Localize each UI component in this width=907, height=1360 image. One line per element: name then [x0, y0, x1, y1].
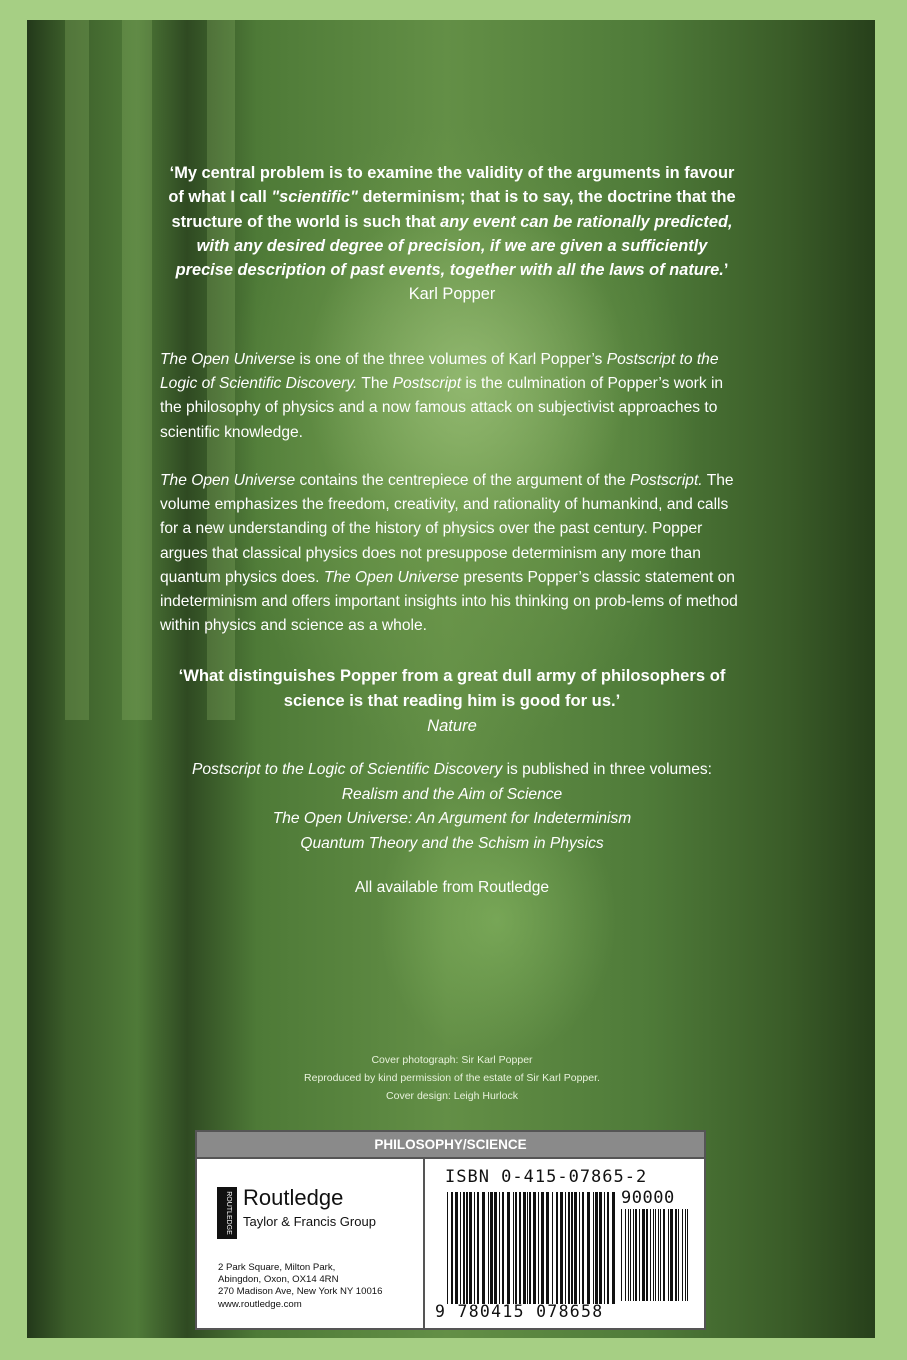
- barcode-bar: [568, 1192, 570, 1304]
- barcode-bar: [604, 1192, 605, 1304]
- address-line: 270 Madison Ave, New York NY 10016: [218, 1286, 383, 1298]
- publisher-group: Taylor & Francis Group: [243, 1214, 376, 1229]
- barcode-bar: [687, 1209, 688, 1301]
- review-quote: [157, 663, 747, 738]
- cover-credits: [187, 1051, 717, 1105]
- quote-attribution: Karl Popper: [408, 285, 496, 304]
- address-line: Abingdon, Oxon, OX14 4RN: [218, 1274, 339, 1286]
- barcode-bar: [556, 1192, 558, 1304]
- back-cover: [27, 20, 875, 1338]
- volume-item: The Open Universe: An Argument for Indeterminism: [272, 810, 632, 827]
- barcode-bar: [682, 1209, 683, 1301]
- volume-item: Quantum Theory and the Schism in Physics: [300, 834, 604, 852]
- barcode-bar: [455, 1192, 458, 1304]
- barcode-bar: [633, 1209, 634, 1301]
- barcode-bar: [675, 1209, 677, 1301]
- barcode-bar: [469, 1192, 472, 1304]
- barcode-bar: [482, 1192, 485, 1304]
- barcode-bar: [488, 1192, 489, 1304]
- barcode-bar: [639, 1209, 640, 1301]
- publisher-name: Routledge: [243, 1185, 344, 1210]
- credit-line: Cover photograph: Sir Karl Popper: [371, 1054, 533, 1066]
- quote-text: ’: [723, 261, 729, 280]
- volumes-lead: is published in three volumes:: [502, 761, 713, 778]
- book-title: The Open Universe: [323, 568, 460, 586]
- price-addon-label: 90000: [621, 1188, 675, 1208]
- barcode-bar: [625, 1209, 626, 1301]
- barcode-bar: [502, 1192, 504, 1304]
- barcode-bar: [630, 1209, 631, 1301]
- barcode-bar: [565, 1192, 566, 1304]
- barcode-bar: [523, 1192, 526, 1304]
- publisher-panel: [195, 1130, 706, 1330]
- barcode-bar: [513, 1192, 514, 1304]
- barcode-bar: [499, 1192, 500, 1304]
- barcode-bar: [678, 1209, 679, 1301]
- photo-highlight: [122, 20, 152, 720]
- barcode-bar: [474, 1192, 475, 1304]
- book-title: The Open Universe: [160, 351, 296, 368]
- barcode-bar: [579, 1192, 580, 1304]
- barcode-bar: [527, 1192, 528, 1304]
- category-label: PHILOSOPHY/SCIENCE: [197, 1132, 704, 1159]
- barcode-bar: [646, 1209, 648, 1301]
- barcode-bar: [560, 1192, 563, 1304]
- availability-note: All available from Routledge: [354, 879, 550, 896]
- review-text: ‘What distinguishes Popper from a great dull army of philosophers of science is that reading him is good for us.’: [178, 666, 726, 710]
- barcode-area: [425, 1159, 704, 1328]
- barcode-bar: [635, 1209, 637, 1301]
- barcode-bar: [650, 1209, 651, 1301]
- paragraph-text: The: [357, 375, 393, 393]
- epigraph-quote: [167, 161, 737, 307]
- barcode-bar: [490, 1192, 493, 1304]
- barcode-bar: [507, 1192, 510, 1304]
- barcode-bar: [599, 1192, 602, 1304]
- paragraph-text: presents Popper’s classic statement on indeterminism and offers important insights into his thinking on prob-lems of method within physics and science as a whole.: [160, 568, 738, 635]
- barcode-bar: [451, 1192, 453, 1304]
- series-title: Postscript: [392, 375, 462, 393]
- barcode-bar: [460, 1192, 461, 1304]
- barcode-bar: [607, 1192, 609, 1304]
- barcode-bar: [571, 1192, 573, 1304]
- quote-emphasis: "scientific": [271, 188, 358, 207]
- volumes-list: [147, 758, 757, 856]
- publisher-website: www.routledge.com: [218, 1298, 302, 1310]
- isbn-label: ISBN 0-415-07865-2: [445, 1167, 648, 1187]
- logo-vertical-text: ROUTLEDGE: [225, 1191, 232, 1235]
- barcode-bar: [642, 1209, 645, 1301]
- barcode-bar: [466, 1192, 468, 1304]
- quote-text: ‘My central problem is to examine the validity of the arguments in favour of what I call: [168, 164, 735, 207]
- paragraph-text: The volume emphasizes the freedom, creativity, and rationality of humankind, and calls for a new understanding of the history of physics over the past century. Popper argues that classical physics does not presuppose determinism any more than quantum physics does.: [160, 472, 734, 586]
- routledge-logo-icon: [217, 1187, 237, 1239]
- barcode-bar: [519, 1192, 521, 1304]
- description-paragraph-2: [160, 469, 742, 638]
- barcode-bar: [477, 1192, 479, 1304]
- barcode-bar: [621, 1209, 622, 1301]
- barcode-bar: [653, 1209, 654, 1301]
- address-line: 2 Park Square, Milton Park,: [218, 1262, 336, 1273]
- barcode-bar: [533, 1192, 536, 1304]
- description-paragraph-1: [160, 348, 742, 445]
- barcode-bar: [538, 1192, 539, 1304]
- credit-line: Reproduced by kind permission of the estate of Sir Karl Popper.: [304, 1072, 600, 1084]
- credit-line: Cover design: Leigh Hurlock: [386, 1090, 518, 1102]
- barcode-bar: [552, 1192, 553, 1304]
- barcode-bar: [660, 1209, 661, 1301]
- paragraph-text: is one of the three volumes of Karl Popper’s: [295, 351, 607, 368]
- barcode-bar: [541, 1192, 544, 1304]
- barcode-bar: [628, 1209, 629, 1301]
- barcode-bar: [515, 1192, 517, 1304]
- review-source: Nature: [427, 716, 477, 735]
- volume-item: Realism and the Aim of Science: [341, 785, 563, 803]
- publisher-info: [197, 1159, 425, 1328]
- publisher-address: [218, 1262, 382, 1311]
- barcode-bar: [593, 1192, 594, 1304]
- series-title: Postscript.: [629, 472, 703, 489]
- barcode-bar: [546, 1192, 549, 1304]
- barcode-bar: [587, 1192, 590, 1304]
- book-title: The Open Universe: [160, 472, 296, 489]
- paragraph-text: contains the centrepiece of the argument of the: [295, 472, 630, 489]
- paragraph-text: is the culmination of Popper’s work in the philosophy of physics and a now famous attack on subjectivist approaches to scientific knowledge.: [160, 375, 724, 441]
- barcode-bar: [663, 1209, 665, 1301]
- barcode-bar: [668, 1209, 669, 1301]
- barcode-bar: [595, 1192, 598, 1304]
- barcode-bar: [447, 1192, 448, 1304]
- barcode-bar: [494, 1192, 497, 1304]
- quote-emphasis: any event can be rationally predicted, with any desired degree of precision, if we are given a sufficiently precise description of past events, together with all the laws of nature.: [175, 212, 733, 280]
- barcode-bar: [670, 1209, 673, 1301]
- series-title: Postscript to the Logic of Scientific Discovery.: [160, 351, 719, 393]
- series-title: Postscript to the Logic of Scientific Discovery: [191, 761, 503, 778]
- ean-digits: 9 780415 078658: [435, 1302, 604, 1321]
- barcode-bar: [685, 1209, 686, 1301]
- ean-barcode: [447, 1192, 615, 1304]
- addon-barcode: [621, 1209, 691, 1301]
- barcode-bar: [463, 1192, 465, 1304]
- quote-text: determinism; that is to say, the doctrine that the structure of the world is such that: [171, 188, 736, 231]
- photo-highlight: [65, 20, 89, 720]
- barcode-bar: [655, 1209, 656, 1301]
- barcode-bar: [529, 1192, 531, 1304]
- barcode-bar: [612, 1192, 615, 1304]
- barcode-bar: [574, 1192, 577, 1304]
- barcode-bar: [582, 1192, 584, 1304]
- barcode-bar: [658, 1209, 659, 1301]
